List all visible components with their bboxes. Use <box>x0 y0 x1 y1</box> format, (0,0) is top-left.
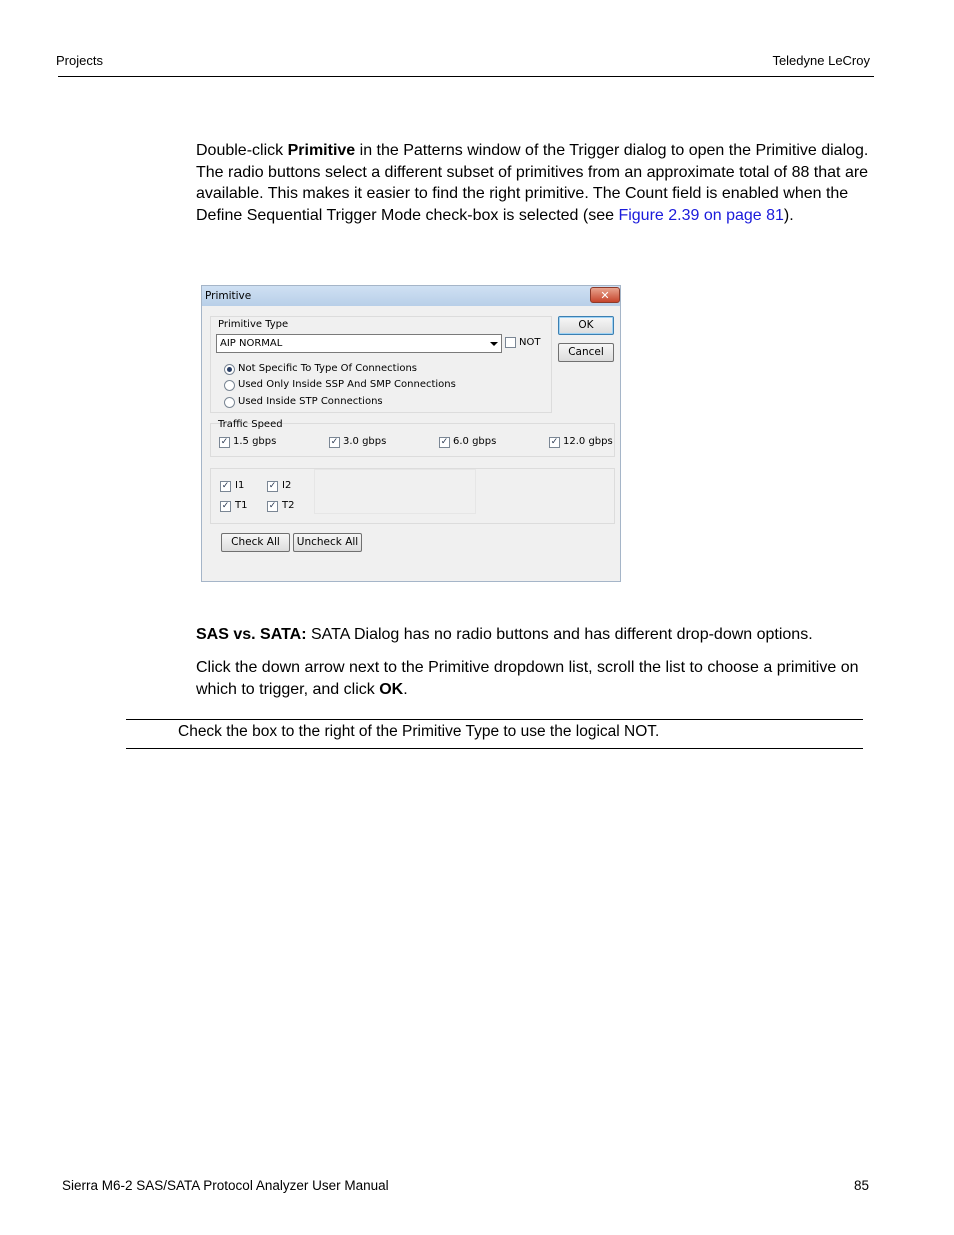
instructions-bold-ok: OK <box>379 680 404 698</box>
port-i2-label: I2 <box>282 480 292 491</box>
speed-6-0-checkbox[interactable]: ✓ <box>440 437 449 447</box>
primitive-dialog <box>201 285 621 582</box>
primitive-type-label: Primitive Type <box>218 319 289 330</box>
speed-12-0-checkbox[interactable]: ✓ <box>550 437 559 447</box>
uncheck-all-button[interactable]: Uncheck All <box>293 533 362 552</box>
note-top-rule <box>126 719 863 720</box>
primitive-type-value: AIP NORMAL <box>220 338 283 349</box>
port-t2-checkbox[interactable]: ✓ <box>268 501 277 511</box>
port-i1-label: I1 <box>235 480 245 491</box>
not-label: NOT <box>519 337 541 348</box>
port-i1-checkbox[interactable]: ✓ <box>221 481 230 491</box>
speed-6-0-label: 6.0 gbps <box>453 436 497 447</box>
figure-link[interactable]: Figure 2.39 on page 81 <box>618 206 784 224</box>
note-bottom-rule <box>126 748 863 749</box>
port-t2-label: T2 <box>282 500 295 511</box>
footer-manual-title: Sierra M6-2 SAS/SATA Protocol Analyzer User Manual <box>62 1178 389 1193</box>
dialog-title: Primitive <box>205 290 252 302</box>
intro-text-2: in the Patterns window of the Trigger dialog to open the Primitive dialog. The radio buttons select a different subset of primitives from an approximate total of 88 that are available. This makes it easier to find the right primitive. The Count field is enabled when the Define Sequential Trigger Mode check-box is selected (see <box>196 142 869 224</box>
ok-button[interactable]: OK <box>558 316 614 335</box>
check-all-button[interactable]: Check All <box>221 533 290 552</box>
port-t1-label: T1 <box>235 500 248 511</box>
sas-sata-text: SATA Dialog has no radio buttons and has different drop-down options. <box>306 626 813 643</box>
radio-not-specific[interactable] <box>224 364 235 375</box>
instructions-text-1: Click the down arrow next to the Primitive dropdown list, scroll the list to choose a primitive on which to trigger, and click <box>196 659 859 698</box>
speed-12-0-label: 12.0 gbps <box>563 436 613 447</box>
intro-paragraph <box>196 140 872 226</box>
dialog-titlebar <box>202 286 620 306</box>
close-icon: ✕ <box>600 289 610 302</box>
not-checkbox[interactable] <box>505 337 516 348</box>
intro-text-3: ). <box>783 206 794 224</box>
intro-bold-primitive: Primitive <box>287 142 356 159</box>
sas-sata-bold: SAS vs. SATA: <box>196 626 307 643</box>
speed-1-5-label: 1.5 gbps <box>233 436 277 447</box>
footer-page-number: 85 <box>853 1178 869 1193</box>
header-company-name: Teledyne LeCroy <box>772 53 870 68</box>
intro-text-1: Double-click <box>196 142 288 159</box>
header-section-title: Projects <box>56 53 103 68</box>
close-button[interactable] <box>590 287 620 303</box>
radio-label-stp: Used Inside STP Connections <box>238 396 383 407</box>
sas-sata-note <box>196 624 872 646</box>
port-t1-checkbox[interactable]: ✓ <box>221 501 230 511</box>
speed-3-0-label: 3.0 gbps <box>343 436 387 447</box>
instructions-paragraph <box>196 657 872 700</box>
instructions-text-2: . <box>403 680 408 698</box>
traffic-speed-label: Traffic Speed <box>218 419 283 430</box>
chevron-down-icon[interactable] <box>490 342 498 346</box>
primitive-type-dropdown[interactable] <box>216 334 502 353</box>
note-text: Check the box to the right of the Primitive Type to use the logical NOT. <box>178 723 660 740</box>
radio-label-ssp-smp: Used Only Inside SSP And SMP Connections <box>238 379 456 390</box>
speed-1-5-checkbox[interactable]: ✓ <box>220 437 229 447</box>
radio-ssp-smp[interactable] <box>224 380 235 391</box>
header-divider <box>58 76 874 77</box>
radio-stp[interactable] <box>224 397 235 408</box>
port-i2-checkbox[interactable]: ✓ <box>268 481 277 491</box>
radio-label-not-specific: Not Specific To Type Of Connections <box>238 363 418 374</box>
count-area <box>314 469 476 514</box>
speed-3-0-checkbox[interactable]: ✓ <box>330 437 339 447</box>
cancel-button[interactable]: Cancel <box>558 343 614 362</box>
